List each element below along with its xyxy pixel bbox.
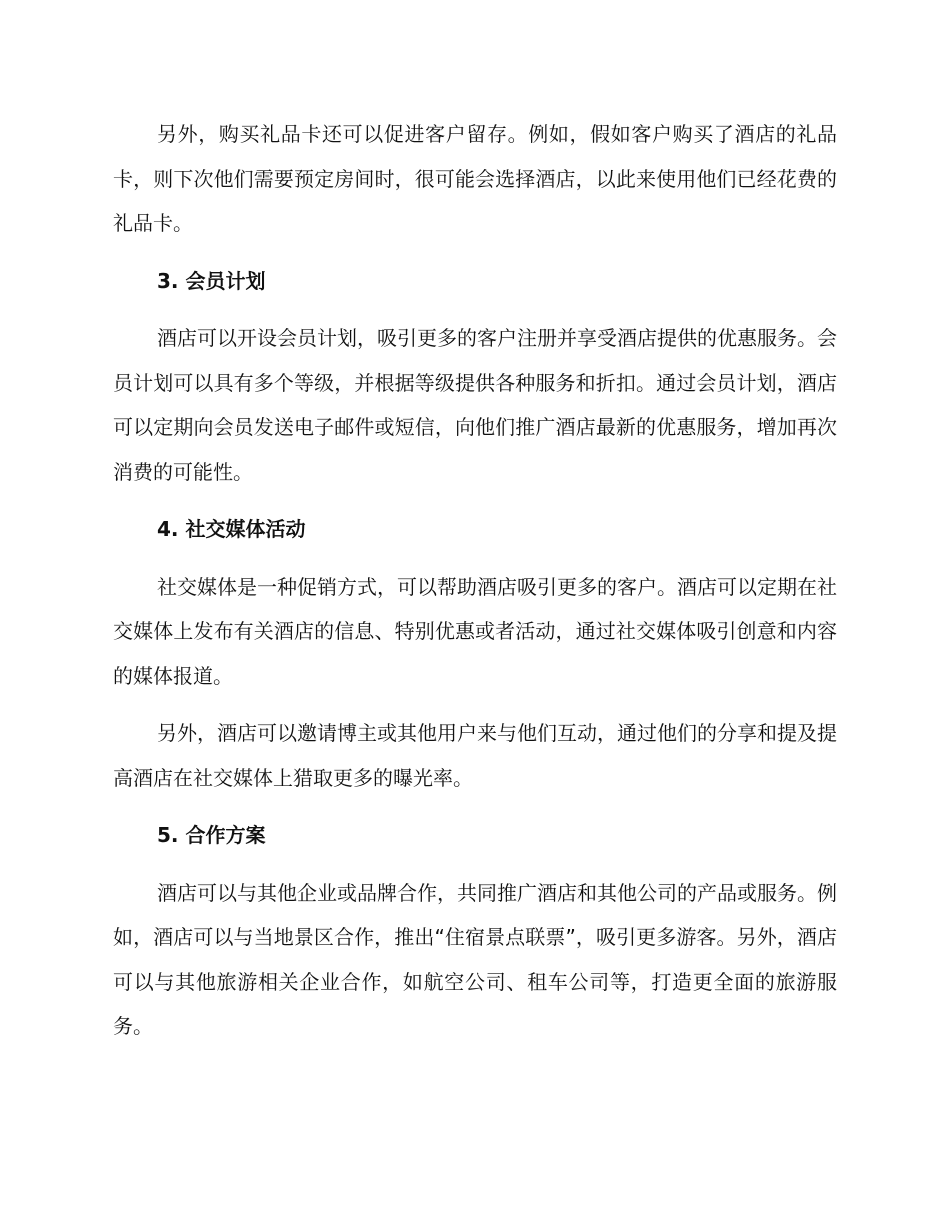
section-heading-partnership: 5. 合作方案	[157, 823, 266, 847]
paragraph-social-media-promotion: 社交媒体是一种促销方式，可以帮助酒店吸引更多的客户。酒店可以定期在社交媒体上发布有关酒店的信息、特别优惠或者活动，通过社交媒体吸引创意和内容的媒体报道。	[113, 574, 837, 688]
paragraph-social-media-influencers: 另外，酒店可以邀请博主或其他用户来与他们互动，通过他们的分享和提及提高酒店在社交媒体上猎取更多的曝光率。	[113, 721, 837, 790]
document-body	[113, 112, 837, 1062]
paragraph-partnership-plan: 酒店可以与其他企业或品牌合作，共同推广酒店和其他公司的产品或服务。例如，酒店可以与当地景区合作，推出“住宿景点联票”，吸引更多游客。另外，酒店可以与其他旅游相关企业合作，如航空公司、租车公司等，打造更全面的旅游服务。	[113, 880, 837, 1038]
paragraph-membership-plan: 酒店可以开设会员计划，吸引更多的客户注册并享受酒店提供的优惠服务。会员计划可以具有多个等级，并根据等级提供各种服务和折扣。通过会员计划，酒店可以定期向会员发送电子邮件或短信，向他们推广酒店最新的优惠服务，增加再次消费的可能性。	[113, 326, 837, 484]
section-heading-membership: 3. 会员计划	[157, 268, 266, 293]
paragraph-gift-card-retention: 另外，购买礼品卡还可以促进客户留存。例如，假如客户购买了酒店的礼品卡，则下次他们需要预定房间时，很可能会选择酒店，以此来使用他们已经花费的礼品卡。	[113, 122, 837, 235]
section-heading-social-media: 4. 社交媒体活动	[157, 517, 306, 541]
